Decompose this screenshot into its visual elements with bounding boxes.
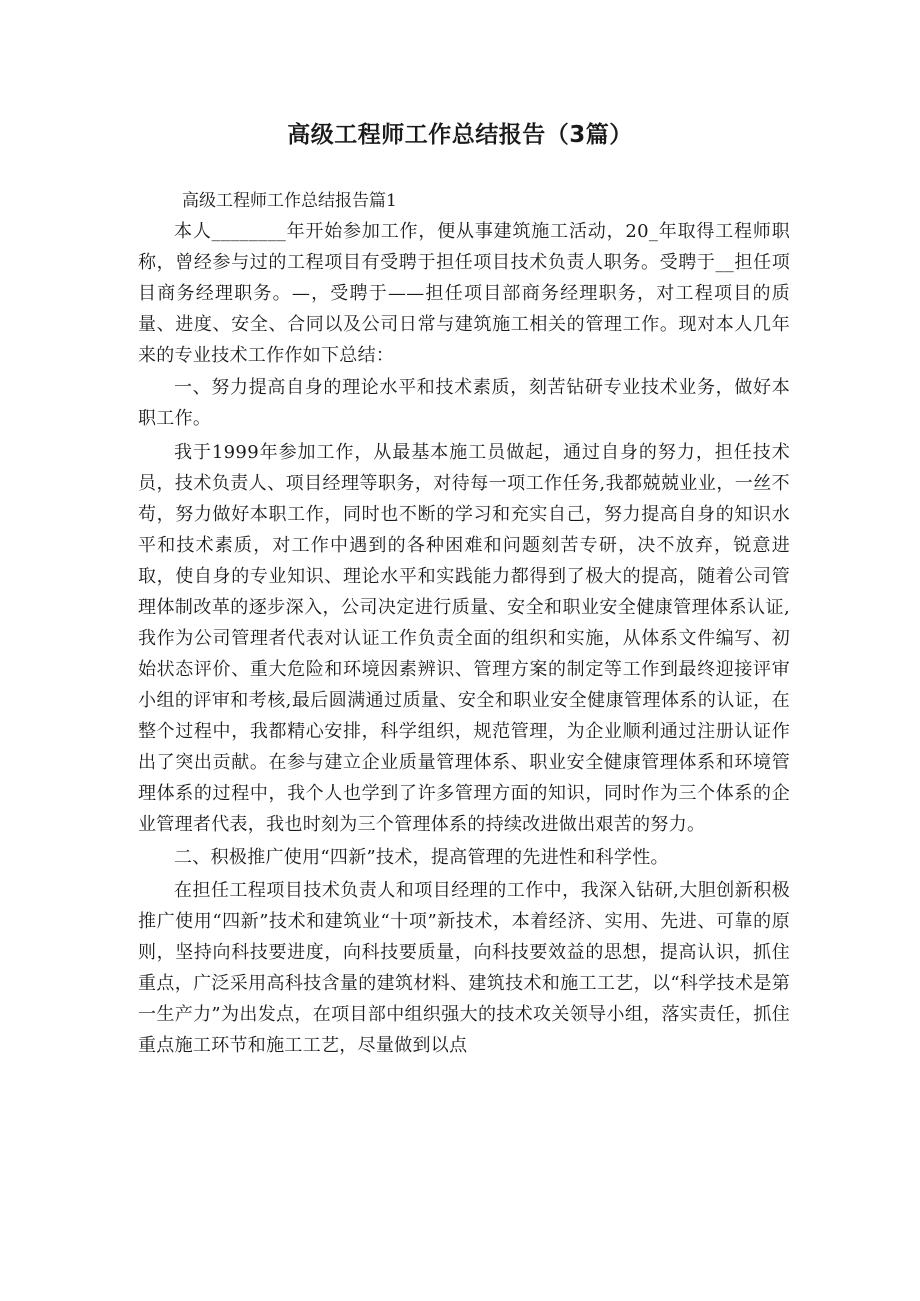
paragraph-heading-one: 一、努力提高自身的理论水平和技术素质，刻苦钻研专业技术业务，做好本职工作。 — [138, 377, 790, 429]
section-subtitle: 高级工程师工作总结报告篇1 — [182, 191, 397, 211]
paragraph-technology: 在担任工程项目技术负责人和项目经理的工作中，我深入钻研,大胆创新积极推广使用“四新”技术和建筑业“十项”新技术，本着经济、实用、先进、可靠的原则，坚持向科技要进度，向科技要质量，向科技要效益的思想，提高认识，抓住重点，广泛采用高科技含量的建筑材料、建筑技术和施工工艺，以“科学技术是第一生产力”为出发点，在项目部中组织强大的技术攻关领导小组，落实责任，抓住重点施工环节和施工工艺，尽量做到以点 — [138, 880, 790, 1056]
document-title: 高级工程师工作总结报告（3篇） — [287, 122, 633, 148]
document-body — [138, 216, 790, 1061]
paragraph-experience: 我于1999年参加工作，从最基本施工员做起，通过自身的努力，担任技术员，技术负责人、项目经理等职务，对待每一项工作任务,我都兢兢业业，一丝不苟，努力做好本职工作，同时也不断的学习和充实自己，努力提高自身的知识水平和技术素质，对工作中遇到的各种困难和问题刻苦专研，决不放弃，锐意进取，使自身的专业知识、理论水平和实践能力都得到了极大的提高，随着公司管理体制改革的逐步深入，公司决定进行质量、安全和职业安全健康管理体系认证,我作为公司管理者代表对认证工作负责全面的组织和实施，从体系文件编写、初始状态评价、重大危险和环境因素辨识、管理方案的制定等工作到最终迎接评审小组的评审和考核,最后圆满通过质量、安全和职业安全健康管理体系的认证，在整个过程中，我都精心安排，科学组织，规范管理，为企业顺利通过注册认证作出了突出贡献。在参与建立企业质量管理体系、职业安全健康管理体系和环境管理体系的过程中，我个人也学到了许多管理方面的知识，同时作为三个体系的企业管理者代表，我也时刻为三个管理体系的持续改进做出艰苦的努力。 — [138, 442, 790, 835]
paragraph-intro: 本人________年开始参加工作，便从事建筑施工活动，20_年取得工程师职称，曾经参与过的工程项目有受聘于担任项目技术负责人职务。受聘于__担任项目商务经理职务。—，受聘于——担任项目部商务经理职务，对工程项目的质量、进度、安全、合同以及公司日常与建筑施工相关的管理工作。现对本人几年来的专业技术工作作如下总结： — [138, 221, 790, 366]
paragraph-heading-two: 二、积极推广使用“四新”技术，提高管理的先进性和科学性。 — [174, 847, 669, 868]
